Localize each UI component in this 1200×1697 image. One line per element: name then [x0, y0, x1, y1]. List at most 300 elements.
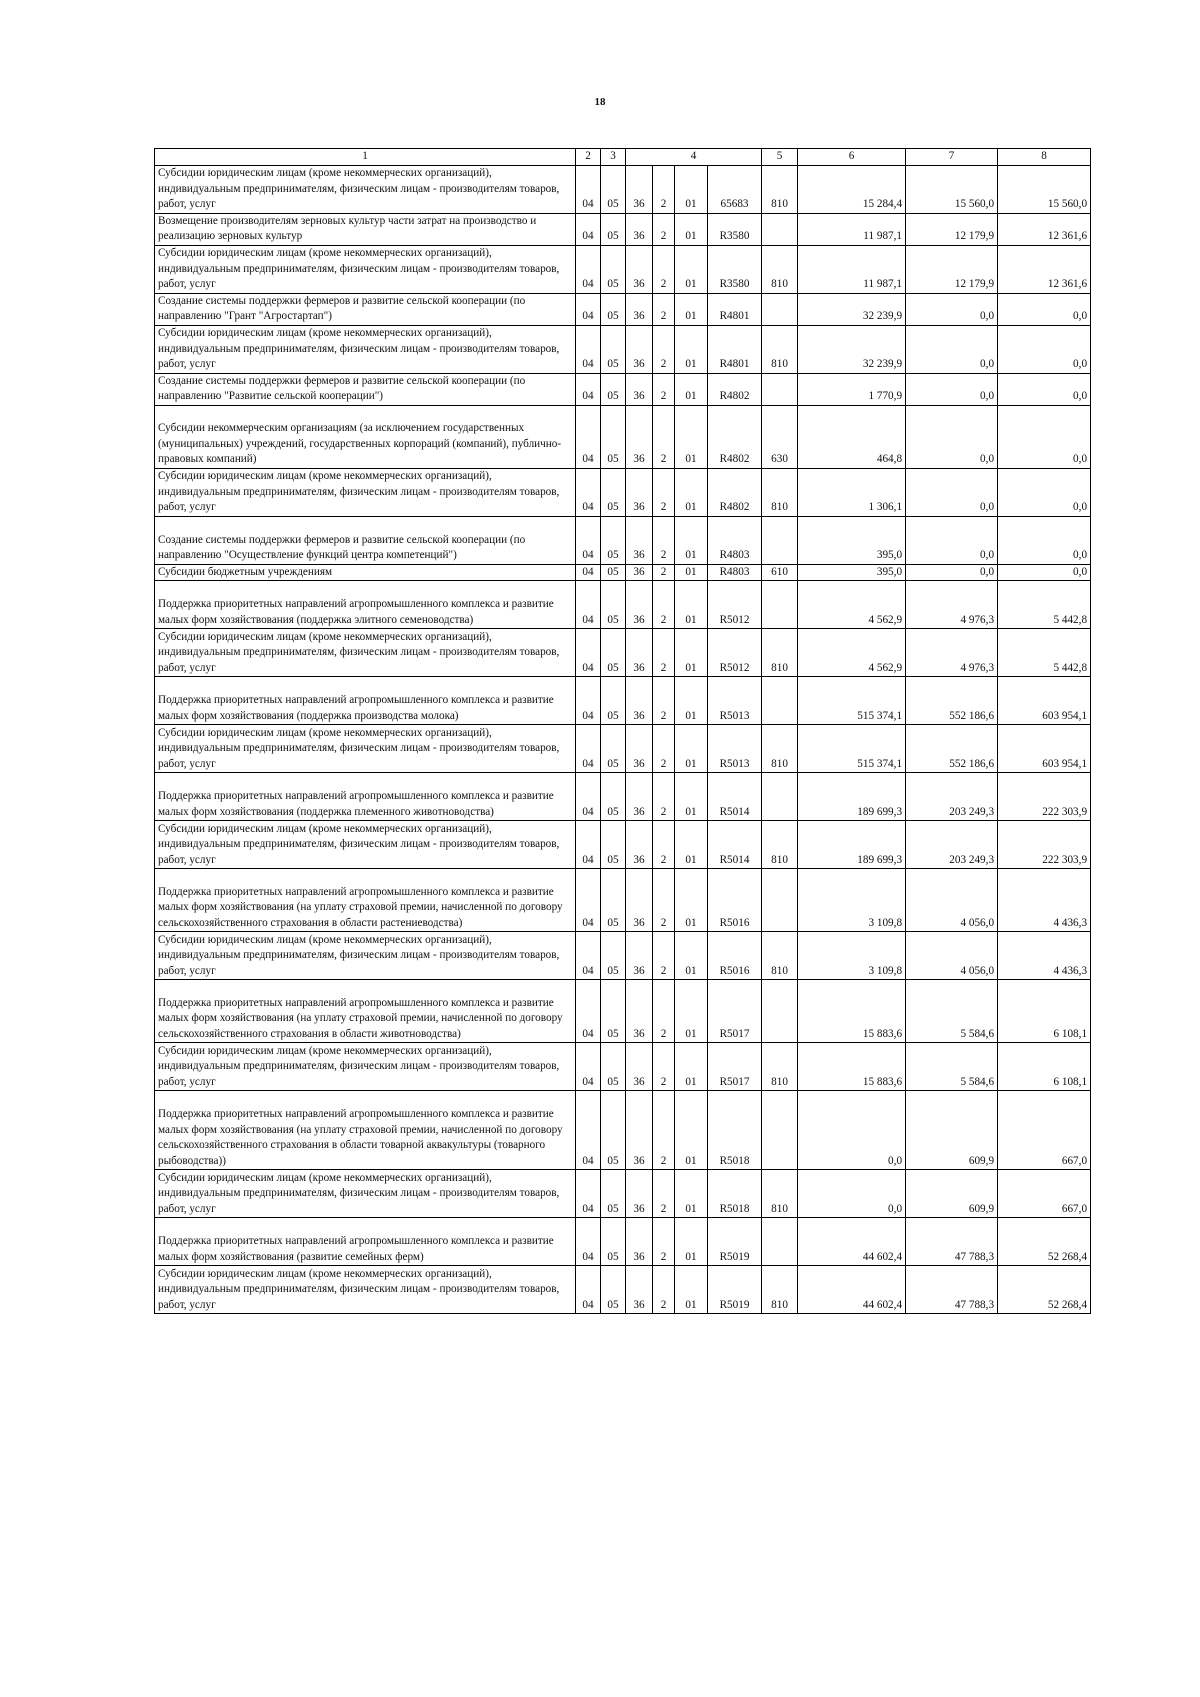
table-body	[155, 165, 1091, 1314]
table-row	[155, 1091, 1091, 1170]
table-row	[155, 325, 1091, 373]
amount-year-3: 0,0	[998, 373, 1091, 405]
amount-year-1: 15 883,6	[798, 980, 906, 1043]
row-description: Субсидии юридическим лицам (кроме некоммерческих организаций), индивидуальным предпринимателям, физическим лицам - производителям товаров, работ, услуг	[155, 821, 576, 869]
row-description: Субсидии юридическим лицам (кроме некоммерческих организаций), индивидуальным предпринимателям, физическим лицам - производителям товаров, работ, услуг	[155, 325, 576, 373]
row-description: Субсидии бюджетным учреждениям	[155, 564, 576, 581]
code-subsection: 05	[601, 373, 626, 405]
code-direction: R5012	[708, 629, 762, 677]
code-section: 04	[576, 677, 601, 725]
code-subprogram: 2	[653, 581, 675, 629]
code-direction: R5019	[708, 1218, 762, 1266]
code-direction: R3580	[708, 213, 762, 245]
code-subsection: 05	[601, 629, 626, 677]
code-subsection: 05	[601, 821, 626, 869]
code-program: 36	[626, 1266, 653, 1314]
code-program: 36	[626, 1218, 653, 1266]
code-section: 04	[576, 932, 601, 980]
code-program: 36	[626, 516, 653, 564]
code-expense-type	[762, 213, 798, 245]
table-row	[155, 1170, 1091, 1218]
amount-year-3: 4 436,3	[998, 869, 1091, 932]
amount-year-2: 0,0	[906, 405, 998, 468]
code-direction: R4802	[708, 405, 762, 468]
code-subsection: 05	[601, 213, 626, 245]
code-direction: R5014	[708, 821, 762, 869]
code-program: 36	[626, 932, 653, 980]
code-expense-type: 810	[762, 1170, 798, 1218]
code-expense-type: 630	[762, 405, 798, 468]
code-direction: R5018	[708, 1170, 762, 1218]
amount-year-3: 222 303,9	[998, 773, 1091, 821]
table-row	[155, 725, 1091, 773]
amount-year-2: 552 186,6	[906, 725, 998, 773]
table-row	[155, 213, 1091, 245]
code-direction: R4802	[708, 468, 762, 516]
table-row	[155, 373, 1091, 405]
table-row	[155, 932, 1091, 980]
code-subprogram: 2	[653, 325, 675, 373]
code-subprogram: 2	[653, 516, 675, 564]
table-row	[155, 773, 1091, 821]
code-main-activity: 01	[675, 821, 708, 869]
amount-year-3: 222 303,9	[998, 821, 1091, 869]
table-row	[155, 1218, 1091, 1266]
amount-year-2: 0,0	[906, 468, 998, 516]
code-program: 36	[626, 1170, 653, 1218]
amount-year-1: 1 770,9	[798, 373, 906, 405]
amount-year-1: 4 562,9	[798, 629, 906, 677]
amount-year-3: 603 954,1	[998, 677, 1091, 725]
code-section: 04	[576, 821, 601, 869]
code-main-activity: 01	[675, 773, 708, 821]
amount-year-2: 47 788,3	[906, 1218, 998, 1266]
code-expense-type: 810	[762, 821, 798, 869]
code-program: 36	[626, 293, 653, 325]
row-description: Субсидии некоммерческим организациям (за исключением государственных (муниципальных) учреждений, государственных корпораций (компаний), публично-правовых компаний)	[155, 405, 576, 468]
amount-year-1: 515 374,1	[798, 725, 906, 773]
code-program: 36	[626, 165, 653, 213]
code-section: 04	[576, 165, 601, 213]
code-main-activity: 01	[675, 1218, 708, 1266]
header-col-1: 1	[155, 149, 576, 166]
row-description: Субсидии юридическим лицам (кроме некоммерческих организаций), индивидуальным предпринимателям, физическим лицам - производителям товаров, работ, услуг	[155, 1170, 576, 1218]
amount-year-2: 4 976,3	[906, 581, 998, 629]
row-description: Поддержка приоритетных направлений агропромышленного комплекса и развитие малых форм хозяйствования (на уплату страховой премии, начисленной по договору сельскохозяйственного страхования в области животноводства)	[155, 980, 576, 1043]
amount-year-2: 12 179,9	[906, 245, 998, 293]
code-program: 36	[626, 725, 653, 773]
amount-year-2: 609,9	[906, 1170, 998, 1218]
code-subsection: 05	[601, 1170, 626, 1218]
code-subprogram: 2	[653, 405, 675, 468]
code-expense-type: 810	[762, 725, 798, 773]
code-section: 04	[576, 293, 601, 325]
amount-year-1: 395,0	[798, 564, 906, 581]
code-subsection: 05	[601, 581, 626, 629]
amount-year-3: 5 442,8	[998, 629, 1091, 677]
amount-year-3: 0,0	[998, 468, 1091, 516]
code-section: 04	[576, 980, 601, 1043]
code-section: 04	[576, 773, 601, 821]
code-subsection: 05	[601, 325, 626, 373]
code-direction: R5017	[708, 980, 762, 1043]
code-expense-type	[762, 293, 798, 325]
code-expense-type: 810	[762, 1266, 798, 1314]
code-direction: R5012	[708, 581, 762, 629]
code-subsection: 05	[601, 773, 626, 821]
code-subsection: 05	[601, 677, 626, 725]
code-subsection: 05	[601, 869, 626, 932]
amount-year-2: 0,0	[906, 564, 998, 581]
table-header-row	[155, 149, 1091, 166]
code-program: 36	[626, 629, 653, 677]
code-direction: R5019	[708, 1266, 762, 1314]
code-subsection: 05	[601, 725, 626, 773]
amount-year-2: 0,0	[906, 373, 998, 405]
code-subprogram: 2	[653, 1043, 675, 1091]
amount-year-1: 189 699,3	[798, 821, 906, 869]
amount-year-3: 6 108,1	[998, 1043, 1091, 1091]
header-col-6: 6	[798, 149, 906, 166]
budget-table	[154, 148, 1091, 1314]
code-subsection: 05	[601, 1266, 626, 1314]
code-program: 36	[626, 677, 653, 725]
row-description: Субсидии юридическим лицам (кроме некоммерческих организаций), индивидуальным предпринимателям, физическим лицам - производителям товаров, работ, услуг	[155, 1266, 576, 1314]
amount-year-1: 515 374,1	[798, 677, 906, 725]
code-subprogram: 2	[653, 677, 675, 725]
code-main-activity: 01	[675, 213, 708, 245]
amount-year-1: 189 699,3	[798, 773, 906, 821]
row-description: Субсидии юридическим лицам (кроме некоммерческих организаций), индивидуальным предпринимателям, физическим лицам - производителям товаров, работ, услуг	[155, 629, 576, 677]
code-subprogram: 2	[653, 373, 675, 405]
amount-year-2: 15 560,0	[906, 165, 998, 213]
code-main-activity: 01	[675, 725, 708, 773]
amount-year-1: 15 883,6	[798, 1043, 906, 1091]
code-direction: R5014	[708, 773, 762, 821]
code-section: 04	[576, 1170, 601, 1218]
header-col-8: 8	[998, 149, 1091, 166]
code-main-activity: 01	[675, 932, 708, 980]
code-program: 36	[626, 405, 653, 468]
table-row	[155, 564, 1091, 581]
code-section: 04	[576, 245, 601, 293]
table-row	[155, 293, 1091, 325]
code-program: 36	[626, 325, 653, 373]
code-subsection: 05	[601, 165, 626, 213]
amount-year-2: 203 249,3	[906, 773, 998, 821]
code-section: 04	[576, 405, 601, 468]
code-expense-type	[762, 1091, 798, 1170]
table-row	[155, 468, 1091, 516]
code-subsection: 05	[601, 564, 626, 581]
code-subprogram: 2	[653, 980, 675, 1043]
code-subprogram: 2	[653, 773, 675, 821]
amount-year-1: 11 987,1	[798, 245, 906, 293]
header-col-7: 7	[906, 149, 998, 166]
code-subsection: 05	[601, 293, 626, 325]
amount-year-2: 4 976,3	[906, 629, 998, 677]
table-row	[155, 629, 1091, 677]
row-description: Поддержка приоритетных направлений агропромышленного комплекса и развитие малых форм хозяйствования (развитие семейных ферм)	[155, 1218, 576, 1266]
amount-year-1: 44 602,4	[798, 1218, 906, 1266]
row-description: Субсидии юридическим лицам (кроме некоммерческих организаций), индивидуальным предпринимателям, физическим лицам - производителям товаров, работ, услуг	[155, 1043, 576, 1091]
amount-year-1: 1 306,1	[798, 468, 906, 516]
row-description: Субсидии юридическим лицам (кроме некоммерческих организаций), индивидуальным предпринимателям, физическим лицам - производителям товаров, работ, услуг	[155, 245, 576, 293]
code-subprogram: 2	[653, 1170, 675, 1218]
amount-year-1: 15 284,4	[798, 165, 906, 213]
code-main-activity: 01	[675, 980, 708, 1043]
code-subprogram: 2	[653, 932, 675, 980]
code-direction: 65683	[708, 165, 762, 213]
amount-year-1: 0,0	[798, 1091, 906, 1170]
amount-year-2: 0,0	[906, 516, 998, 564]
code-direction: R4803	[708, 564, 762, 581]
amount-year-2: 12 179,9	[906, 213, 998, 245]
amount-year-1: 4 562,9	[798, 581, 906, 629]
row-description: Поддержка приоритетных направлений агропромышленного комплекса и развитие малых форм хозяйствования (поддержка элитного семеноводства)	[155, 581, 576, 629]
code-main-activity: 01	[675, 1043, 708, 1091]
code-expense-type	[762, 677, 798, 725]
code-main-activity: 01	[675, 245, 708, 293]
code-program: 36	[626, 773, 653, 821]
header-col-3: 3	[601, 149, 626, 166]
code-expense-type: 810	[762, 1043, 798, 1091]
code-direction: R5016	[708, 932, 762, 980]
code-subsection: 05	[601, 468, 626, 516]
table-row	[155, 677, 1091, 725]
table-row	[155, 1266, 1091, 1314]
code-subprogram: 2	[653, 1091, 675, 1170]
code-section: 04	[576, 581, 601, 629]
amount-year-1: 3 109,8	[798, 932, 906, 980]
code-expense-type	[762, 581, 798, 629]
code-subprogram: 2	[653, 869, 675, 932]
row-description: Поддержка приоритетных направлений агропромышленного комплекса и развитие малых форм хозяйствования (поддержка производства молока)	[155, 677, 576, 725]
code-section: 04	[576, 373, 601, 405]
row-description: Поддержка приоритетных направлений агропромышленного комплекса и развитие малых форм хозяйствования (поддержка племенного животноводства)	[155, 773, 576, 821]
code-section: 04	[576, 325, 601, 373]
amount-year-2: 0,0	[906, 325, 998, 373]
code-expense-type	[762, 869, 798, 932]
code-subprogram: 2	[653, 245, 675, 293]
code-program: 36	[626, 1043, 653, 1091]
amount-year-3: 0,0	[998, 293, 1091, 325]
code-program: 36	[626, 1091, 653, 1170]
code-section: 04	[576, 468, 601, 516]
code-direction: R4803	[708, 516, 762, 564]
table-row	[155, 516, 1091, 564]
amount-year-3: 5 442,8	[998, 581, 1091, 629]
code-direction: R4801	[708, 293, 762, 325]
code-subprogram: 2	[653, 165, 675, 213]
table-row	[155, 165, 1091, 213]
row-description: Субсидии юридическим лицам (кроме некоммерческих организаций), индивидуальным предпринимателям, физическим лицам - производителям товаров, работ, услуг	[155, 468, 576, 516]
code-subsection: 05	[601, 932, 626, 980]
row-description: Субсидии юридическим лицам (кроме некоммерческих организаций), индивидуальным предпринимателям, физическим лицам - производителям товаров, работ, услуг	[155, 165, 576, 213]
code-subsection: 05	[601, 245, 626, 293]
table-row	[155, 405, 1091, 468]
amount-year-2: 5 584,6	[906, 980, 998, 1043]
code-expense-type: 810	[762, 165, 798, 213]
amount-year-3: 0,0	[998, 516, 1091, 564]
code-section: 04	[576, 1091, 601, 1170]
code-direction: R4801	[708, 325, 762, 373]
row-description: Создание системы поддержки фермеров и развитие сельской кооперации (по направлению "Осуществление функций центра компетенций")	[155, 516, 576, 564]
amount-year-3: 6 108,1	[998, 980, 1091, 1043]
code-section: 04	[576, 1043, 601, 1091]
amount-year-3: 52 268,4	[998, 1218, 1091, 1266]
code-section: 04	[576, 213, 601, 245]
code-direction: R5013	[708, 725, 762, 773]
code-subsection: 05	[601, 405, 626, 468]
code-main-activity: 01	[675, 325, 708, 373]
code-main-activity: 01	[675, 869, 708, 932]
header-col-2: 2	[576, 149, 601, 166]
amount-year-1: 32 239,9	[798, 325, 906, 373]
amount-year-2: 47 788,3	[906, 1266, 998, 1314]
code-expense-type: 810	[762, 629, 798, 677]
amount-year-1: 395,0	[798, 516, 906, 564]
amount-year-1: 0,0	[798, 1170, 906, 1218]
table-row	[155, 821, 1091, 869]
code-direction: R5018	[708, 1091, 762, 1170]
code-subprogram: 2	[653, 213, 675, 245]
code-section: 04	[576, 516, 601, 564]
code-main-activity: 01	[675, 581, 708, 629]
code-subsection: 05	[601, 1043, 626, 1091]
amount-year-3: 12 361,6	[998, 213, 1091, 245]
code-main-activity: 01	[675, 165, 708, 213]
row-description: Поддержка приоритетных направлений агропромышленного комплекса и развитие малых форм хозяйствования (на уплату страховой премии, начисленной по договору сельскохозяйственного страхования в области товарной аквакультуры (товарного рыбоводства))	[155, 1091, 576, 1170]
code-main-activity: 01	[675, 1170, 708, 1218]
code-program: 36	[626, 869, 653, 932]
amount-year-3: 667,0	[998, 1091, 1091, 1170]
table-row	[155, 1043, 1091, 1091]
code-main-activity: 01	[675, 468, 708, 516]
code-subprogram: 2	[653, 629, 675, 677]
amount-year-2: 4 056,0	[906, 869, 998, 932]
code-main-activity: 01	[675, 677, 708, 725]
amount-year-1: 464,8	[798, 405, 906, 468]
table-row	[155, 245, 1091, 293]
code-expense-type	[762, 1218, 798, 1266]
code-program: 36	[626, 821, 653, 869]
code-main-activity: 01	[675, 1091, 708, 1170]
code-subprogram: 2	[653, 821, 675, 869]
amount-year-2: 203 249,3	[906, 821, 998, 869]
code-subsection: 05	[601, 1091, 626, 1170]
code-subprogram: 2	[653, 1218, 675, 1266]
table-row	[155, 869, 1091, 932]
code-expense-type	[762, 373, 798, 405]
code-program: 36	[626, 213, 653, 245]
code-expense-type: 810	[762, 245, 798, 293]
code-main-activity: 01	[675, 1266, 708, 1314]
code-program: 36	[626, 980, 653, 1043]
page-number: 18	[594, 96, 606, 108]
code-subprogram: 2	[653, 293, 675, 325]
code-main-activity: 01	[675, 293, 708, 325]
code-direction: R3580	[708, 245, 762, 293]
amount-year-2: 5 584,6	[906, 1043, 998, 1091]
amount-year-1: 32 239,9	[798, 293, 906, 325]
code-section: 04	[576, 1266, 601, 1314]
code-expense-type: 610	[762, 564, 798, 581]
code-program: 36	[626, 373, 653, 405]
code-subprogram: 2	[653, 1266, 675, 1314]
amount-year-3: 0,0	[998, 325, 1091, 373]
amount-year-2: 0,0	[906, 293, 998, 325]
code-main-activity: 01	[675, 516, 708, 564]
code-subprogram: 2	[653, 564, 675, 581]
code-expense-type: 810	[762, 468, 798, 516]
row-description: Поддержка приоритетных направлений агропромышленного комплекса и развитие малых форм хозяйствования (на уплату страховой премии, начисленной по договору сельскохозяйственного страхования в области растениеводства)	[155, 869, 576, 932]
amount-year-2: 4 056,0	[906, 932, 998, 980]
amount-year-1: 3 109,8	[798, 869, 906, 932]
row-description: Субсидии юридическим лицам (кроме некоммерческих организаций), индивидуальным предпринимателям, физическим лицам - производителям товаров, работ, услуг	[155, 932, 576, 980]
amount-year-2: 609,9	[906, 1091, 998, 1170]
header-col-5: 5	[762, 149, 798, 166]
amount-year-1: 11 987,1	[798, 213, 906, 245]
amount-year-3: 52 268,4	[998, 1266, 1091, 1314]
code-subprogram: 2	[653, 468, 675, 516]
amount-year-2: 552 186,6	[906, 677, 998, 725]
code-program: 36	[626, 581, 653, 629]
code-subsection: 05	[601, 516, 626, 564]
code-main-activity: 01	[675, 564, 708, 581]
row-description: Создание системы поддержки фермеров и развитие сельской кооперации (по направлению "Грант "Агростартап")	[155, 293, 576, 325]
code-subsection: 05	[601, 980, 626, 1043]
code-direction: R5016	[708, 869, 762, 932]
row-description: Создание системы поддержки фермеров и развитие сельской кооперации (по направлению "Развитие сельской кооперации")	[155, 373, 576, 405]
code-program: 36	[626, 564, 653, 581]
code-direction: R4802	[708, 373, 762, 405]
code-subprogram: 2	[653, 725, 675, 773]
code-program: 36	[626, 468, 653, 516]
code-main-activity: 01	[675, 405, 708, 468]
code-expense-type	[762, 773, 798, 821]
amount-year-3: 0,0	[998, 405, 1091, 468]
code-expense-type: 810	[762, 932, 798, 980]
code-expense-type	[762, 516, 798, 564]
amount-year-3: 12 361,6	[998, 245, 1091, 293]
code-direction: R5017	[708, 1043, 762, 1091]
code-program: 36	[626, 245, 653, 293]
code-main-activity: 01	[675, 629, 708, 677]
amount-year-3: 15 560,0	[998, 165, 1091, 213]
amount-year-3: 0,0	[998, 564, 1091, 581]
code-section: 04	[576, 629, 601, 677]
row-description: Субсидии юридическим лицам (кроме некоммерческих организаций), индивидуальным предпринимателям, физическим лицам - производителям товаров, работ, услуг	[155, 725, 576, 773]
amount-year-3: 4 436,3	[998, 932, 1091, 980]
amount-year-3: 667,0	[998, 1170, 1091, 1218]
table-row	[155, 581, 1091, 629]
code-section: 04	[576, 564, 601, 581]
code-section: 04	[576, 725, 601, 773]
code-main-activity: 01	[675, 373, 708, 405]
header-col-4: 4	[626, 149, 762, 166]
table-row	[155, 980, 1091, 1043]
row-description: Возмещение производителям зерновых культур части затрат на производство и реализацию зерновых культур	[155, 213, 576, 245]
code-direction: R5013	[708, 677, 762, 725]
amount-year-3: 603 954,1	[998, 725, 1091, 773]
amount-year-1: 44 602,4	[798, 1266, 906, 1314]
code-expense-type: 810	[762, 325, 798, 373]
code-subsection: 05	[601, 1218, 626, 1266]
code-section: 04	[576, 869, 601, 932]
code-section: 04	[576, 1218, 601, 1266]
code-expense-type	[762, 980, 798, 1043]
